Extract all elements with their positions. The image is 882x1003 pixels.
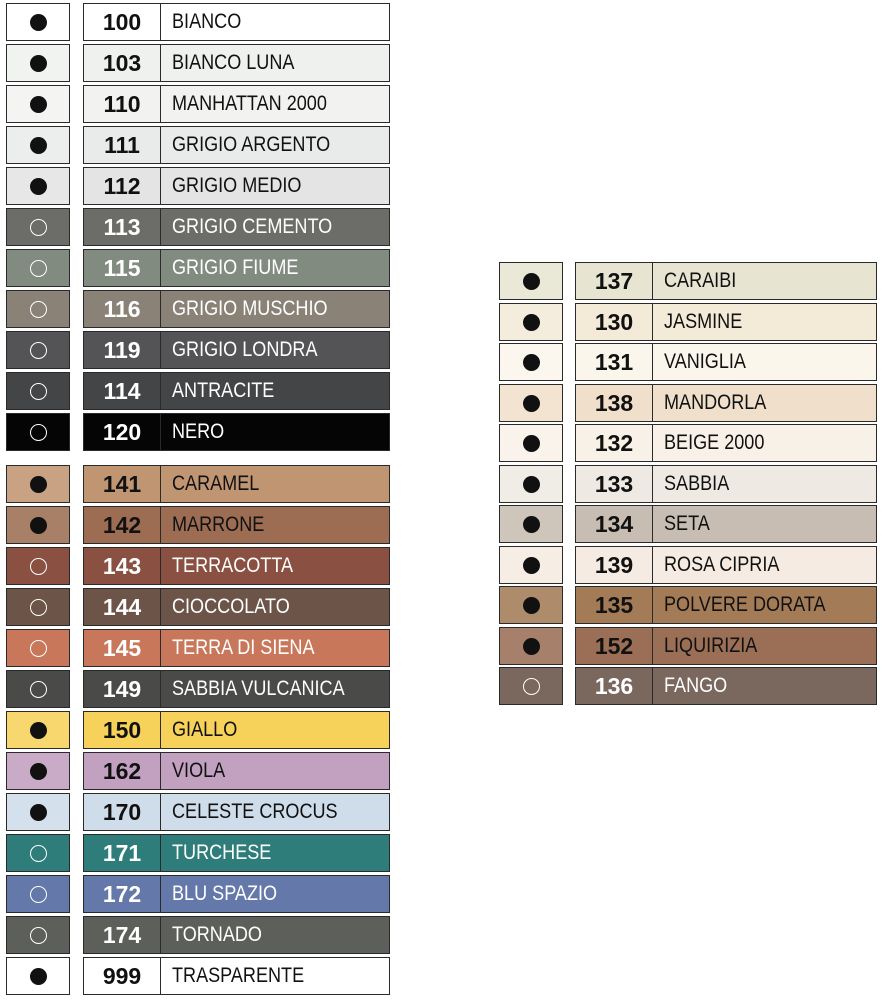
color-swatch bbox=[499, 586, 563, 624]
divider bbox=[160, 876, 161, 912]
color-row bbox=[6, 413, 390, 453]
color-row bbox=[499, 262, 877, 302]
color-label bbox=[83, 3, 390, 41]
color-row bbox=[499, 424, 877, 464]
circle-icon bbox=[523, 395, 540, 412]
circle-icon bbox=[30, 260, 47, 277]
circle-icon bbox=[30, 927, 47, 944]
divider bbox=[652, 263, 653, 299]
color-label bbox=[575, 343, 877, 381]
color-label bbox=[83, 670, 390, 708]
divider bbox=[160, 589, 161, 625]
color-row bbox=[6, 506, 390, 546]
color-name: BLU SPAZIO bbox=[172, 882, 278, 905]
color-swatch bbox=[6, 752, 70, 790]
color-label bbox=[83, 167, 390, 205]
color-name: GIALLO bbox=[172, 718, 238, 741]
color-label bbox=[575, 546, 877, 584]
divider bbox=[652, 506, 653, 542]
circle-icon bbox=[30, 845, 47, 862]
color-code: 137 bbox=[594, 268, 634, 294]
color-label bbox=[83, 629, 390, 667]
color-row bbox=[6, 208, 390, 248]
color-row bbox=[499, 343, 877, 383]
color-label bbox=[575, 627, 877, 665]
color-row bbox=[6, 752, 390, 792]
color-swatch bbox=[499, 627, 563, 665]
color-name: ROSA CIPRIA bbox=[664, 553, 780, 576]
color-label bbox=[83, 249, 390, 287]
circle-icon bbox=[523, 557, 540, 574]
color-label bbox=[575, 505, 877, 543]
circle-icon bbox=[523, 314, 540, 331]
color-code: 135 bbox=[594, 592, 634, 618]
color-code: 145 bbox=[102, 635, 142, 661]
color-swatch bbox=[6, 167, 70, 205]
color-code: 162 bbox=[102, 758, 142, 784]
circle-icon bbox=[30, 968, 47, 985]
color-name: GRIGIO FIUME bbox=[172, 256, 299, 279]
circle-icon bbox=[30, 558, 47, 575]
color-swatch bbox=[499, 262, 563, 300]
divider bbox=[652, 425, 653, 461]
color-row bbox=[6, 372, 390, 412]
color-label bbox=[83, 331, 390, 369]
divider bbox=[652, 628, 653, 664]
color-code: 103 bbox=[102, 50, 142, 76]
divider bbox=[160, 466, 161, 502]
color-swatch bbox=[6, 588, 70, 626]
color-code: 116 bbox=[103, 296, 141, 322]
color-label bbox=[83, 372, 390, 410]
divider bbox=[160, 917, 161, 953]
divider bbox=[160, 671, 161, 707]
color-label bbox=[83, 208, 390, 246]
circle-icon bbox=[30, 886, 47, 903]
color-row bbox=[6, 670, 390, 710]
circle-icon bbox=[523, 678, 540, 695]
color-row bbox=[6, 957, 390, 997]
circle-icon bbox=[30, 424, 47, 441]
divider bbox=[160, 291, 161, 327]
divider bbox=[652, 304, 653, 340]
color-row bbox=[6, 85, 390, 125]
color-swatch bbox=[6, 957, 70, 995]
color-name: FANGO bbox=[664, 674, 728, 697]
divider bbox=[160, 127, 161, 163]
color-swatch bbox=[499, 343, 563, 381]
circle-icon bbox=[30, 640, 47, 657]
divider bbox=[160, 250, 161, 286]
color-code: 174 bbox=[102, 922, 142, 948]
color-name: GRIGIO MEDIO bbox=[172, 174, 302, 197]
color-label bbox=[83, 588, 390, 626]
color-code: 152 bbox=[594, 633, 634, 659]
color-code: 136 bbox=[594, 673, 634, 699]
color-swatch bbox=[6, 413, 70, 451]
color-swatch bbox=[6, 290, 70, 328]
divider bbox=[652, 668, 653, 704]
circle-icon bbox=[30, 301, 47, 318]
color-name: MARRONE bbox=[172, 513, 265, 536]
color-row bbox=[6, 588, 390, 628]
color-name: VIOLA bbox=[172, 759, 226, 782]
color-code: 170 bbox=[102, 799, 142, 825]
circle-icon bbox=[30, 763, 47, 780]
circle-icon bbox=[30, 383, 47, 400]
color-swatch bbox=[6, 711, 70, 749]
divider bbox=[160, 753, 161, 789]
color-label bbox=[83, 875, 390, 913]
color-code: 112 bbox=[103, 173, 141, 199]
color-swatch bbox=[499, 546, 563, 584]
color-code: 999 bbox=[102, 963, 142, 989]
divider bbox=[160, 712, 161, 748]
color-label bbox=[83, 126, 390, 164]
circle-icon bbox=[30, 137, 47, 154]
color-row bbox=[6, 331, 390, 371]
color-row bbox=[6, 44, 390, 84]
color-code: 115 bbox=[103, 255, 141, 281]
circle-icon bbox=[30, 96, 47, 113]
color-code: 139 bbox=[594, 552, 634, 578]
circle-icon bbox=[30, 219, 47, 236]
circle-icon bbox=[30, 517, 47, 534]
color-swatch bbox=[6, 670, 70, 708]
color-name: NERO bbox=[172, 420, 225, 443]
circle-icon bbox=[523, 435, 540, 452]
divider bbox=[160, 835, 161, 871]
color-row bbox=[499, 384, 877, 424]
color-swatch bbox=[6, 44, 70, 82]
color-label bbox=[83, 85, 390, 123]
color-swatch bbox=[6, 3, 70, 41]
divider bbox=[160, 209, 161, 245]
color-row bbox=[6, 3, 390, 43]
color-row bbox=[6, 629, 390, 669]
color-swatch bbox=[6, 875, 70, 913]
circle-icon bbox=[30, 476, 47, 493]
color-label bbox=[83, 834, 390, 872]
color-label bbox=[83, 44, 390, 82]
color-row bbox=[499, 667, 877, 707]
circle-icon bbox=[523, 597, 540, 614]
color-row bbox=[6, 547, 390, 587]
color-code: 150 bbox=[102, 717, 142, 743]
circle-icon bbox=[30, 55, 47, 72]
color-name: JASMINE bbox=[664, 310, 743, 333]
color-name: CIOCCOLATO bbox=[172, 595, 290, 618]
color-row bbox=[6, 465, 390, 505]
circle-icon bbox=[523, 516, 540, 533]
color-code: 113 bbox=[103, 214, 141, 240]
color-row bbox=[6, 834, 390, 874]
color-code: 171 bbox=[102, 840, 142, 866]
color-label bbox=[83, 465, 390, 503]
color-swatch bbox=[6, 85, 70, 123]
color-swatch bbox=[6, 331, 70, 369]
color-name: SABBIA bbox=[664, 472, 730, 495]
divider bbox=[652, 587, 653, 623]
color-label bbox=[83, 506, 390, 544]
color-label bbox=[575, 384, 877, 422]
color-label bbox=[83, 752, 390, 790]
circle-icon bbox=[30, 178, 47, 195]
color-code: 131 bbox=[594, 349, 634, 375]
color-swatch bbox=[6, 916, 70, 954]
circle-icon bbox=[30, 804, 47, 821]
color-row bbox=[499, 303, 877, 343]
color-row bbox=[499, 465, 877, 505]
color-row bbox=[499, 546, 877, 586]
color-swatch bbox=[6, 834, 70, 872]
color-row bbox=[6, 167, 390, 207]
color-code: 172 bbox=[102, 881, 142, 907]
color-code: 134 bbox=[594, 511, 634, 537]
color-label bbox=[575, 465, 877, 503]
color-label bbox=[575, 303, 877, 341]
color-swatch bbox=[499, 465, 563, 503]
divider bbox=[160, 168, 161, 204]
divider bbox=[652, 466, 653, 502]
divider bbox=[160, 45, 161, 81]
color-name: TERRA DI SIENA bbox=[172, 636, 315, 659]
color-name: MANHATTAN 2000 bbox=[172, 92, 327, 115]
color-name: ANTRACITE bbox=[172, 379, 275, 402]
color-name: CARAMEL bbox=[172, 472, 260, 495]
color-label bbox=[575, 262, 877, 300]
divider bbox=[160, 86, 161, 122]
color-name: GRIGIO CEMENTO bbox=[172, 215, 333, 238]
color-label bbox=[83, 711, 390, 749]
color-label bbox=[83, 916, 390, 954]
divider bbox=[160, 958, 161, 994]
color-swatch bbox=[499, 424, 563, 462]
divider bbox=[160, 332, 161, 368]
color-swatch bbox=[6, 547, 70, 585]
divider bbox=[160, 373, 161, 409]
color-row bbox=[6, 290, 390, 330]
colored-colors-group bbox=[6, 465, 390, 996]
color-code: 143 bbox=[102, 553, 142, 579]
color-row bbox=[499, 505, 877, 545]
color-swatch bbox=[499, 384, 563, 422]
color-code: 130 bbox=[594, 309, 634, 335]
color-name: CELESTE CROCUS bbox=[172, 800, 338, 823]
circle-icon bbox=[30, 599, 47, 616]
divider bbox=[160, 414, 161, 450]
color-code: 132 bbox=[594, 430, 634, 456]
color-label bbox=[575, 586, 877, 624]
color-swatch bbox=[6, 372, 70, 410]
color-code: 114 bbox=[103, 378, 141, 404]
color-label bbox=[83, 547, 390, 585]
color-name: BEIGE 2000 bbox=[664, 431, 765, 454]
color-name: POLVERE DORATA bbox=[664, 593, 826, 616]
color-swatch bbox=[499, 303, 563, 341]
divider bbox=[652, 385, 653, 421]
color-swatch bbox=[6, 629, 70, 667]
color-swatch bbox=[499, 667, 563, 705]
color-label bbox=[575, 424, 877, 462]
divider bbox=[160, 4, 161, 40]
color-name: GRIGIO MUSCHIO bbox=[172, 297, 328, 320]
color-name: SABBIA VULCANICA bbox=[172, 677, 345, 700]
color-row bbox=[6, 875, 390, 915]
color-swatch bbox=[499, 505, 563, 543]
color-label bbox=[83, 290, 390, 328]
color-name: TERRACOTTA bbox=[172, 554, 294, 577]
circle-icon bbox=[523, 273, 540, 290]
color-name: TURCHESE bbox=[172, 841, 272, 864]
color-swatch bbox=[6, 465, 70, 503]
color-label bbox=[83, 793, 390, 831]
color-name: VANIGLIA bbox=[664, 350, 746, 373]
color-swatch bbox=[6, 793, 70, 831]
color-swatch bbox=[6, 506, 70, 544]
divider bbox=[160, 548, 161, 584]
color-code: 138 bbox=[594, 390, 634, 416]
color-label bbox=[83, 413, 390, 451]
color-code: 110 bbox=[103, 91, 141, 117]
color-row bbox=[6, 126, 390, 166]
color-name: MANDORLA bbox=[664, 391, 767, 414]
color-swatch bbox=[6, 249, 70, 287]
circle-icon bbox=[30, 14, 47, 31]
circle-icon bbox=[30, 342, 47, 359]
color-code: 141 bbox=[102, 471, 142, 497]
circle-icon bbox=[523, 476, 540, 493]
color-code: 142 bbox=[102, 512, 142, 538]
divider bbox=[160, 507, 161, 543]
color-swatch bbox=[6, 126, 70, 164]
divider bbox=[652, 547, 653, 583]
color-name: TORNADO bbox=[172, 923, 262, 946]
color-name: CARAIBI bbox=[664, 269, 737, 292]
color-code: 120 bbox=[102, 419, 142, 445]
color-name: GRIGIO ARGENTO bbox=[172, 133, 331, 156]
color-name: LIQUIRIZIA bbox=[664, 634, 758, 657]
color-row bbox=[499, 627, 877, 667]
color-row bbox=[6, 916, 390, 956]
color-code: 133 bbox=[594, 471, 634, 497]
color-code: 144 bbox=[102, 594, 142, 620]
color-row bbox=[499, 586, 877, 626]
divider bbox=[652, 344, 653, 380]
circle-icon bbox=[30, 722, 47, 739]
color-row bbox=[6, 249, 390, 289]
divider bbox=[160, 794, 161, 830]
color-code: 100 bbox=[102, 9, 142, 35]
color-swatch bbox=[6, 208, 70, 246]
circle-icon bbox=[30, 681, 47, 698]
color-code: 119 bbox=[103, 337, 141, 363]
divider bbox=[160, 630, 161, 666]
color-name: GRIGIO LONDRA bbox=[172, 338, 318, 361]
color-code: 149 bbox=[102, 676, 142, 702]
color-label bbox=[83, 957, 390, 995]
beige-colors-group bbox=[499, 262, 877, 708]
circle-icon bbox=[523, 638, 540, 655]
color-name: BIANCO bbox=[172, 10, 242, 33]
color-name: TRASPARENTE bbox=[172, 964, 305, 987]
color-code: 111 bbox=[104, 132, 140, 158]
circle-icon bbox=[523, 354, 540, 371]
gray-colors-group bbox=[6, 3, 390, 449]
color-name: BIANCO LUNA bbox=[172, 51, 295, 74]
color-row bbox=[6, 793, 390, 833]
color-label bbox=[575, 667, 877, 705]
color-name: SETA bbox=[664, 512, 710, 535]
color-row bbox=[6, 711, 390, 751]
